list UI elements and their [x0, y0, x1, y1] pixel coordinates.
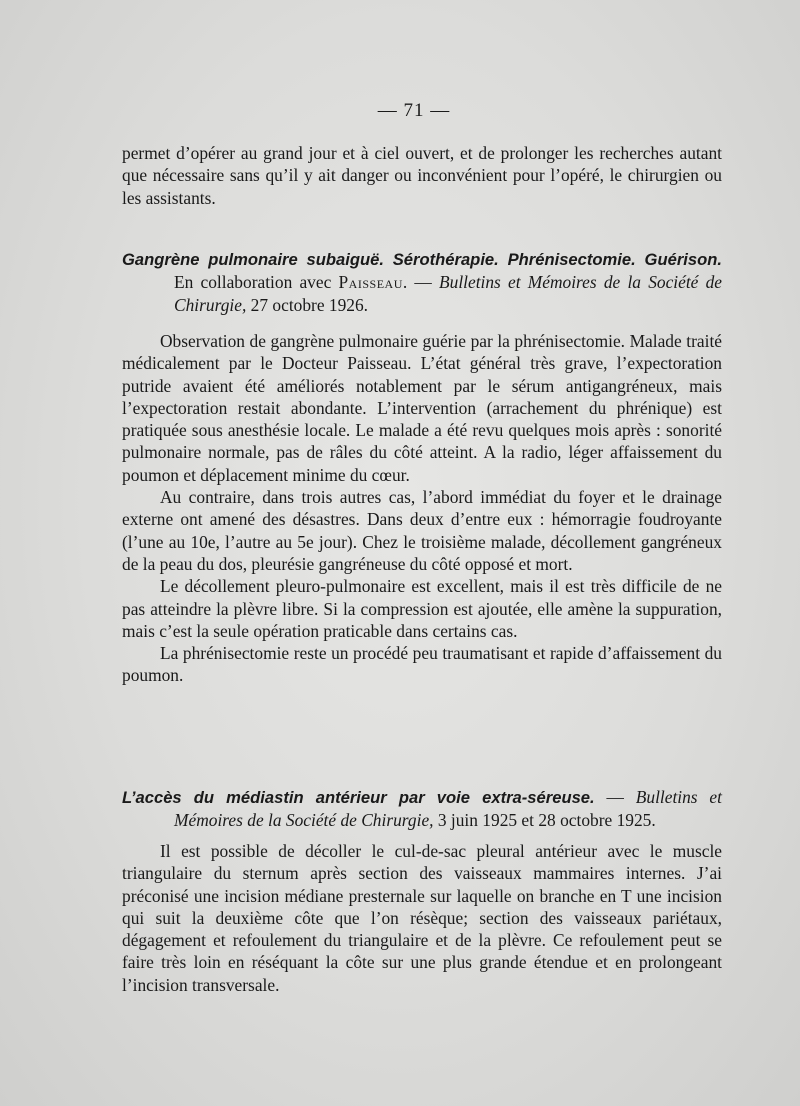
lead-paragraph-block [122, 142, 722, 209]
section-2-title: L’accès du médiastin antérieur par voie extra-séreuse. [122, 788, 595, 807]
section-2-reference: Bulletins et Mémoires de la Société de Chirurgie, [174, 787, 722, 831]
section-2-heading-block [122, 786, 722, 832]
section-2-heading [122, 786, 722, 832]
section-1-heading-block [122, 248, 722, 316]
section-1-title: Gangrène pulmonaire subaiguë. Sérothérapie. Phrénisectomie. Guérison. [122, 250, 722, 269]
section-1-reference: Bulletins et Mémoires de la Société de Chirurgie, [174, 272, 723, 315]
section-2-dates: 3 juin 1925 et 28 octobre 1925. [433, 810, 656, 831]
section-2-body [122, 840, 722, 996]
section-1-collab-prefix: En collaboration avec [174, 272, 339, 293]
section-1-paragraph: La phrénisectomie reste un procédé peu traumatisant et rapide d’affaissement du poumon. [122, 643, 722, 686]
section-1-collaborator: Paisseau [338, 272, 403, 293]
section-1-date: 27 octobre 1926. [246, 294, 369, 315]
section-1-paragraph: Le décollement pleuro-pulmonaire est excellent, mais il est très difficile de ne pas atteindre la plèvre libre. Si la compression est ajoutée, elle amène la suppuration, mais c’est la seule opération praticable dans certains cas. [122, 576, 722, 641]
section-2-paragraph: Il est possible de décoller le cul-de-sac pleural antérieur avec le muscle triangulaire du sternum après section des vaisseaux mammaires internes. J’ai préconisé une incision médiane presternale sur laquelle on branche en T une incision qui suit la deuxième côte que l’on résèque; section des vaisseaux pariétaux, dégagement et refoulement du triangulaire et de la plèvre. Ce refoulement peut se faire très loin en réséquant la côte sur une plus grande étendue et en prolongeant l’incision transversale. [122, 841, 722, 995]
lead-paragraph: permet d’opérer au grand jour et à ciel ouvert, et de prolonger les recherches autant que nécessaire sans qu’il y ait danger ou inconvénient pour l’opéré, le chirurgien ou les assistants. [122, 143, 722, 208]
section-1-heading [122, 248, 722, 316]
section-1-paragraph: Observation de gangrène pulmonaire guérie par la phrénisectomie. Malade traité médicalement par le Docteur Paisseau. L’état général très grave, l’expectoration putride avaient été améliorés notablement par le sérum antigangréneux, mais l’expectoration restait abondante. L’intervention (arrachement du phrénique) est pratiquée sous anesthésie locale. Le malade a été revu quelques mois après : sonorité pulmonaire normale, pas de râles du côté atteint. A la radio, léger affaissement du poumon et déplacement minime du cœur. [122, 331, 722, 485]
section-1-paragraph: Au contraire, dans trois autres cas, l’abord immédiat du foyer et le drainage externe ont amené des désastres. Dans deux d’entre eux : hémorragie foudroyante (l’une au 10e, l’autre au 5e jour). Chez le troisième malade, décollement gangréneux de la peau du dos, pleurésie gangréneuse du côté opposé et mort. [122, 487, 722, 574]
section-2-separator: — [594, 787, 636, 807]
section-1-body [122, 330, 722, 687]
page-number: — 71 — [377, 100, 451, 121]
section-1-collab-suffix: . — [402, 272, 439, 293]
